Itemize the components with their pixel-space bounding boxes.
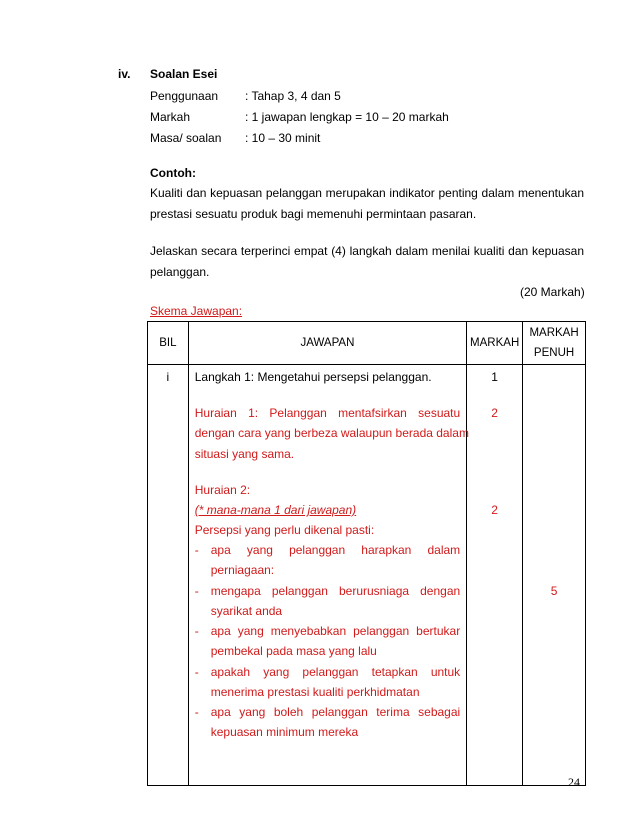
- markah-value-3: 2: [491, 503, 498, 517]
- langkah-text: Langkah 1: Mengetahui persepsi pelanggan.: [194, 370, 432, 384]
- markah-penuh-value: 5: [550, 584, 558, 598]
- header-jawapan: JAWAPAN: [188, 322, 466, 365]
- bullet-2-line2: syarikat anda: [210, 604, 283, 618]
- masa-value: : 10 – 30 minit: [245, 131, 321, 145]
- masa-label: Masa/ soalan: [150, 131, 222, 145]
- huraian1-line3: situasi yang sama.: [194, 447, 295, 461]
- markah-value-1: 1: [491, 370, 498, 384]
- penggunaan-value: : Tahap 3, 4 dan 5: [245, 89, 341, 103]
- question-para2-line1: Jelaskan secara terperinci empat (4) langkah dalam menilai kualiti dan kepuasan: [150, 244, 584, 258]
- page-number: 24: [568, 775, 580, 789]
- markah-cell: [467, 365, 523, 786]
- total-marks: (20 Markah): [520, 285, 585, 299]
- persepsi-text: Persepsi yang perlu dikenal pasti:: [194, 523, 375, 537]
- bullet-2-line1: mengapa pelanggan berurusniaga dengan: [210, 584, 461, 598]
- bil-cell: [148, 365, 189, 786]
- header-bil: BIL: [148, 322, 189, 365]
- question-para1-line2: prestasi sesuatu produk bagi memenuhi permintaan pasaran.: [150, 207, 477, 221]
- markah-penuh-cell: [523, 365, 586, 786]
- question-para1-line1: Kualiti dan kepuasan pelanggan merupakan indikator penting dalam menentukan: [150, 186, 584, 200]
- markah-value: : 1 jawapan lengkap = 10 – 20 markah: [245, 110, 449, 124]
- bullet-5-line1: apa yang boleh pelanggan terima sebagai: [210, 705, 461, 719]
- bullet-5-line2: kepuasan minimum mereka: [210, 725, 359, 739]
- bullet-dash: -: [194, 543, 199, 557]
- skema-table: [147, 321, 586, 786]
- table-row: [148, 365, 586, 786]
- bullet-3-line1: apa yang menyebabkan pelanggan bertukar: [210, 624, 461, 638]
- contoh-heading: Contoh:: [150, 166, 196, 180]
- huraian1-line2: dengan cara yang berbeza walaupun berada dalam: [194, 426, 469, 440]
- bullet-1-line1: apa yang pelanggan harapkan dalam: [210, 543, 461, 557]
- section-title: Soalan Esei: [150, 67, 218, 81]
- header-markah-penuh: [523, 322, 586, 365]
- huraian2-note: (* mana-mana 1 dari jawapan): [194, 503, 357, 517]
- bullet-dash: -: [194, 705, 199, 719]
- skema-title: Skema Jawapan:: [150, 304, 243, 318]
- header-markah-penuh-line1: MARKAH: [529, 327, 579, 339]
- bil-value: i: [166, 370, 170, 384]
- bullet-dash: -: [194, 584, 199, 598]
- header-markah-penuh-line2: PENUH: [533, 347, 575, 359]
- bullet-3-line2: pembekal pada masa yang lalu: [210, 644, 377, 658]
- markah-value-2: 2: [491, 406, 498, 420]
- section-numeral: iv.: [118, 67, 131, 81]
- question-para2-line2: pelanggan.: [150, 265, 210, 279]
- jawapan-cell: [188, 365, 469, 786]
- penggunaan-label: Penggunaan: [150, 89, 219, 103]
- bullet-4-line1: apakah yang pelanggan tetapkan untuk: [210, 665, 461, 679]
- markah-label: Markah: [150, 110, 191, 124]
- bullet-4-line2: menerima prestasi kualiti perkhidmatan: [210, 685, 420, 699]
- header-markah: MARKAH: [467, 322, 523, 365]
- huraian2-label: Huraian 2:: [194, 483, 251, 497]
- bullet-dash: -: [194, 624, 199, 638]
- bullet-dash: -: [194, 665, 199, 679]
- bullet-1-line2: perniagaan:: [210, 563, 275, 577]
- huraian1-line1: Huraian 1: Pelanggan mentafsirkan sesuatu: [194, 406, 461, 420]
